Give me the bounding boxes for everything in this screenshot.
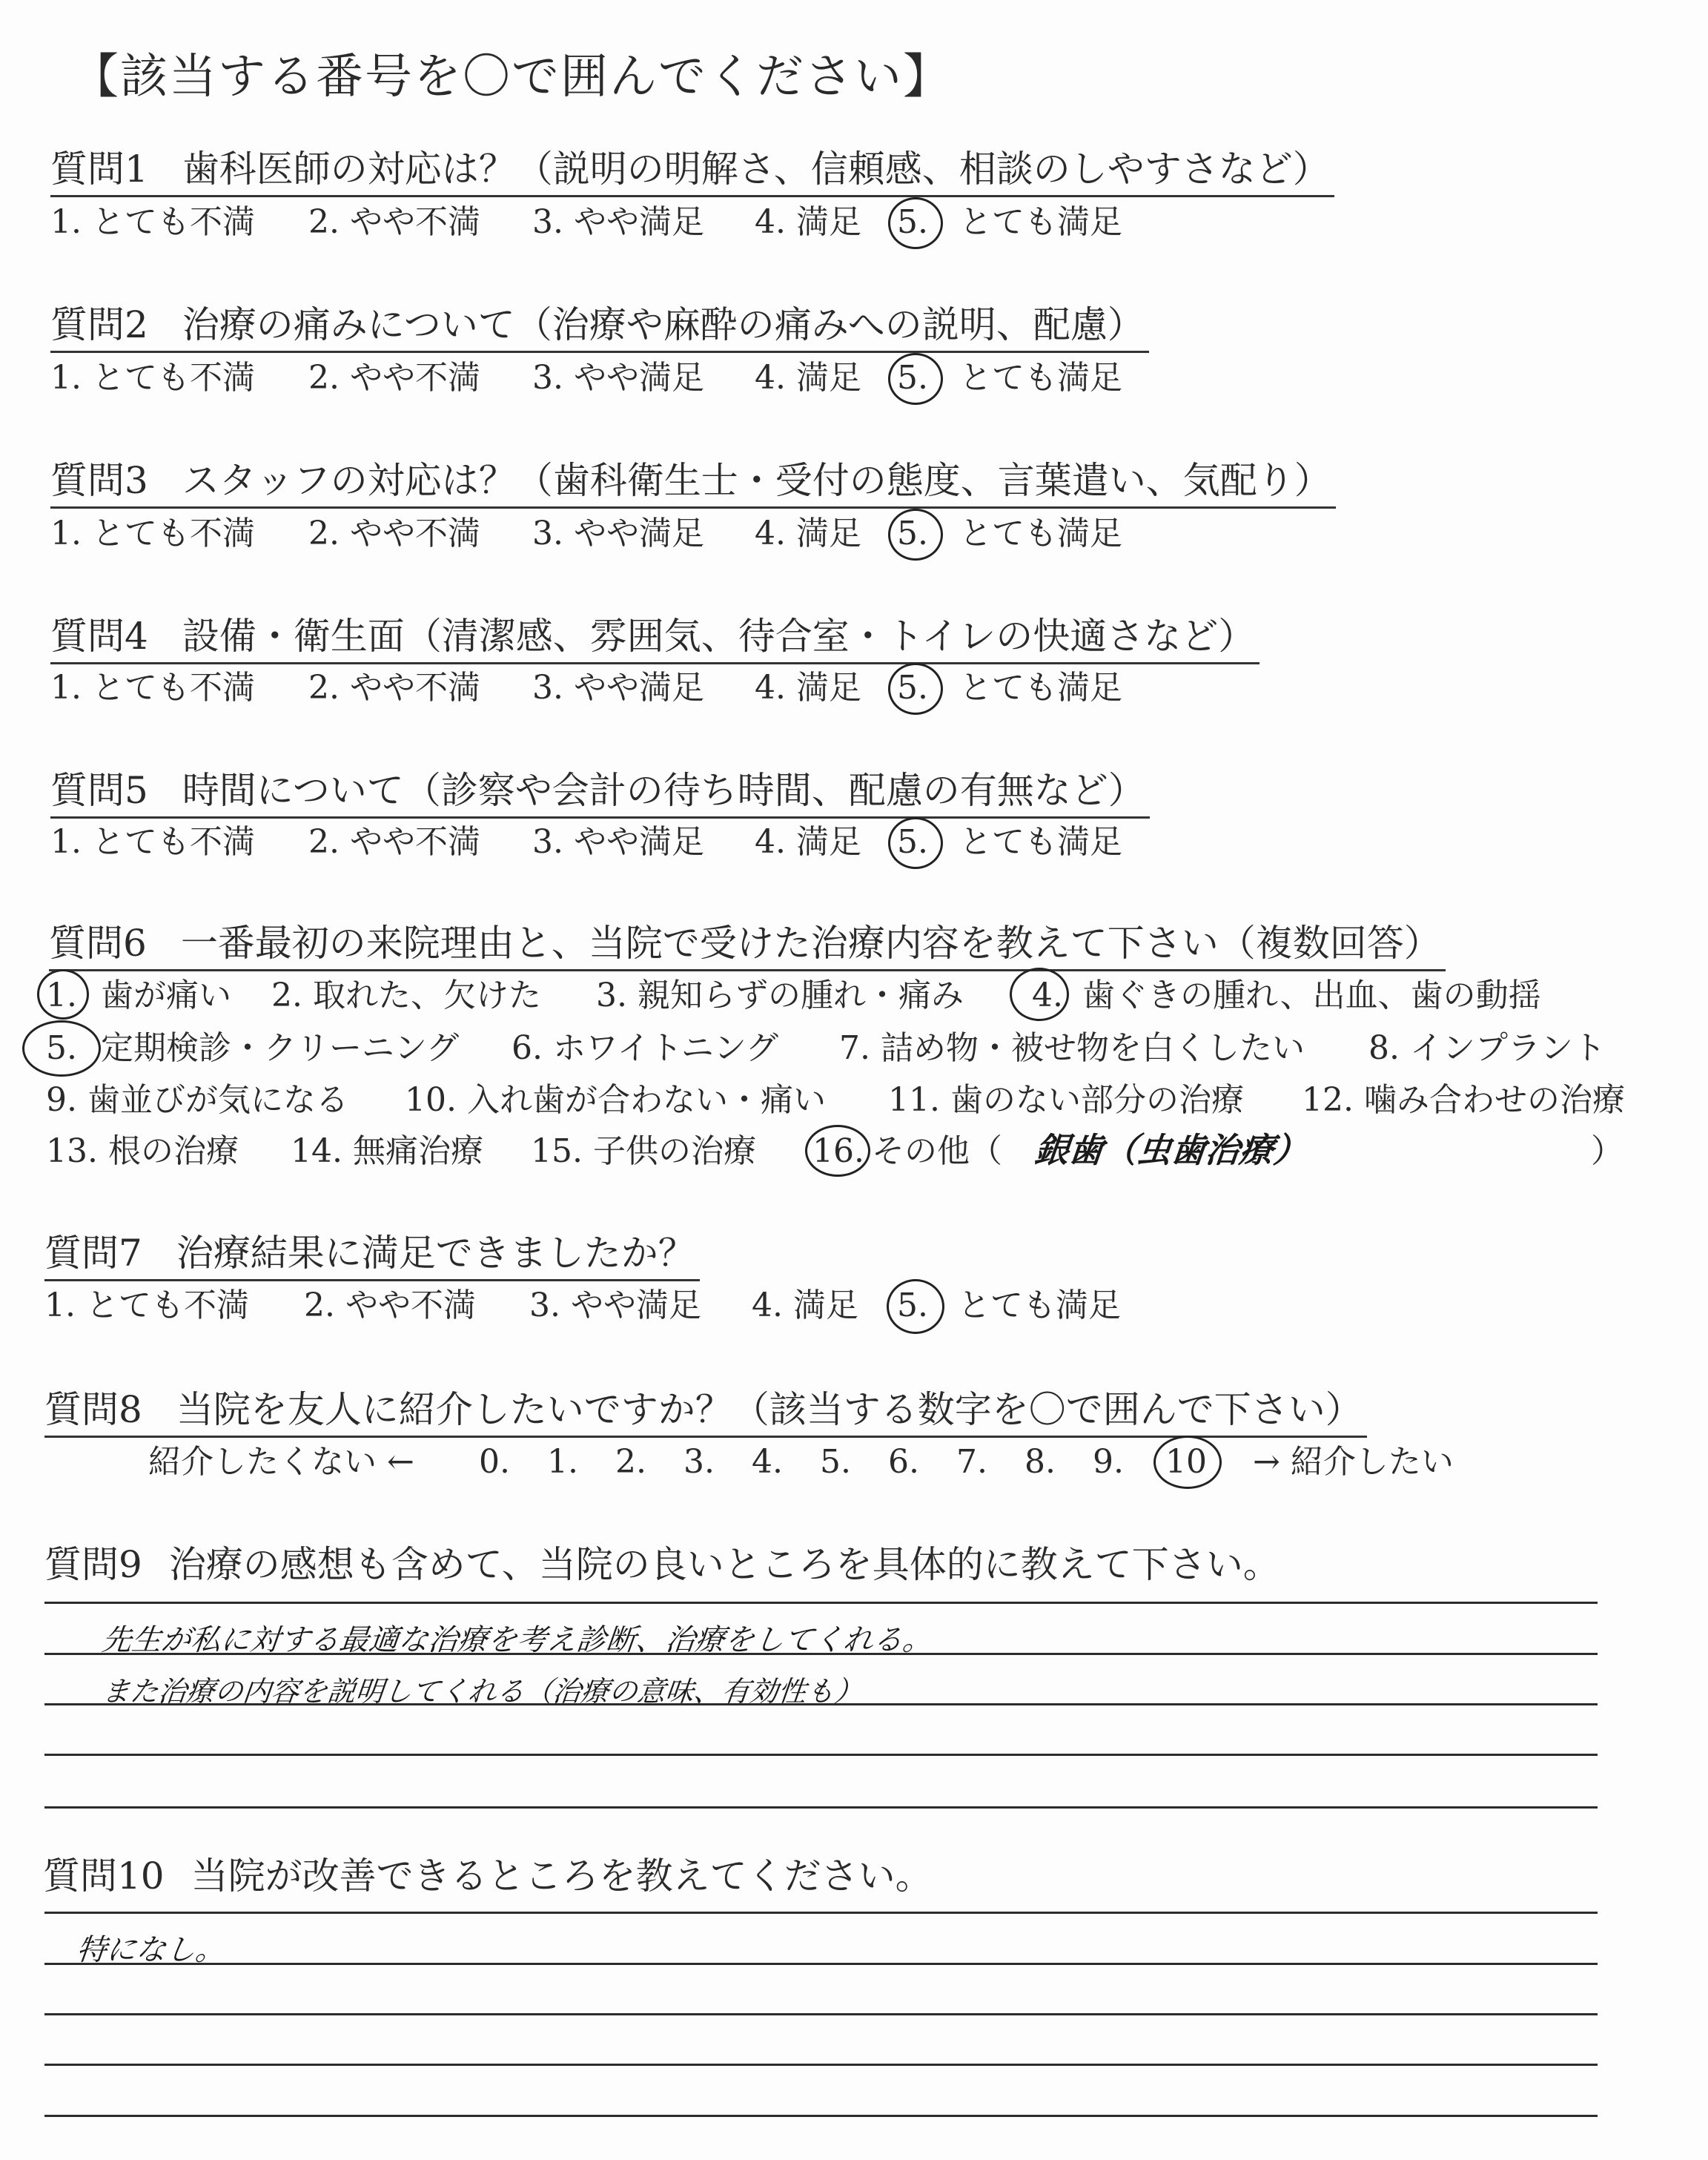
q5-option-5[interactable]: 5.	[897, 823, 928, 861]
question-10-label: 質問10	[43, 1855, 165, 1898]
q4-option-3[interactable]: 3. やや満足	[532, 669, 704, 707]
q1-option-5-label: とても満足	[959, 203, 1122, 241]
q9-answer-line-4	[44, 1754, 1598, 1756]
q6-option-4-label: 歯ぐきの腫れ、出血、歯の動揺	[1082, 977, 1541, 1014]
q3-option-3[interactable]: 3. やや満足	[532, 515, 704, 552]
q2-option-5-label: とても満足	[959, 359, 1122, 397]
question-8-heading	[44, 1384, 1367, 1438]
q8-number-8[interactable]: 8.	[1025, 1443, 1056, 1481]
q4-option-5-label: とても満足	[959, 669, 1122, 707]
question-5-label: 質問5	[50, 769, 148, 812]
q10-answer-line-4	[44, 2064, 1598, 2066]
q10-answer-line-2	[44, 1963, 1598, 1965]
q5-option-1[interactable]: 1. とても不満	[50, 823, 255, 861]
q6-option-3[interactable]: 3. 親知らずの腫れ・痛み	[596, 977, 964, 1014]
q6-option-14[interactable]: 14. 無痛治療	[291, 1132, 483, 1170]
q6-option-5-number[interactable]: 5.	[46, 1029, 77, 1067]
q4-selection-circle	[888, 663, 943, 715]
q4-option-4[interactable]: 4. 満足	[755, 669, 861, 707]
question-4-heading	[50, 610, 1260, 664]
q8-number-10[interactable]: 10	[1165, 1443, 1207, 1481]
q2-option-5[interactable]: 5.	[897, 359, 928, 397]
q2-option-4[interactable]: 4. 満足	[755, 359, 861, 397]
question-7-heading	[44, 1227, 700, 1281]
question-4-options	[50, 666, 1237, 710]
q6-option-13[interactable]: 13. 根の治療	[46, 1132, 239, 1170]
q5-option-4[interactable]: 4. 満足	[755, 823, 861, 861]
q8-low-label: 紹介したくない ←	[148, 1443, 414, 1481]
q7-option-1[interactable]: 1. とても不満	[44, 1287, 249, 1324]
question-6-text: 一番最初の来院理由と、当院で受けた治療内容を教えて下さい（複数回答）	[180, 922, 1441, 965]
q9-answer-line-1	[44, 1602, 1598, 1604]
question-3-heading	[50, 455, 1336, 509]
question-6-heading	[49, 917, 1446, 971]
q6-options-row-4	[42, 1129, 1672, 1174]
question-7-label: 質問7	[44, 1232, 142, 1275]
q3-option-2[interactable]: 2. やや不満	[308, 515, 480, 552]
q8-number-9[interactable]: 9.	[1093, 1443, 1124, 1481]
q7-option-5[interactable]: 5.	[897, 1287, 928, 1324]
q8-number-0[interactable]: 0.	[479, 1443, 510, 1481]
q2-option-2[interactable]: 2. やや不満	[308, 359, 480, 397]
question-9-heading	[44, 1539, 1280, 1591]
q5-option-5-label: とても満足	[959, 823, 1122, 861]
q1-option-1[interactable]: 1. とても不満	[50, 203, 255, 241]
q3-option-4[interactable]: 4. 満足	[755, 515, 861, 552]
q4-option-5[interactable]: 5.	[897, 669, 928, 707]
q8-selection-circle	[1153, 1436, 1222, 1489]
q1-option-3[interactable]: 3. やや満足	[532, 203, 704, 241]
q4-option-1[interactable]: 1. とても不満	[50, 669, 255, 707]
q8-number-3[interactable]: 3.	[683, 1443, 715, 1481]
q6-options-row-3	[42, 1078, 1672, 1123]
q6-other-answer[interactable]: 銀歯（虫歯治療）	[1033, 1130, 1310, 1170]
q6-selection-circle-5	[22, 1020, 101, 1077]
question-4-label: 質問4	[50, 615, 148, 658]
q6-options-row-2	[42, 1026, 1672, 1071]
q6-option-1-label: 歯が痛い	[101, 977, 231, 1014]
page-title: 【該当する番号を〇で囲んでください】	[71, 50, 952, 105]
q7-selection-circle	[887, 1279, 944, 1334]
q9-answer-text-1[interactable]: 先生が私に対する最適な治療を考え診断、治療をしてくれる。	[100, 1623, 935, 1657]
q1-selection-circle	[888, 197, 943, 249]
q8-number-2[interactable]: 2.	[615, 1443, 646, 1481]
question-5-options	[50, 820, 1237, 865]
question-3-label: 質問3	[50, 459, 148, 502]
q6-option-11[interactable]: 11. 歯のない部分の治療	[888, 1081, 1244, 1119]
q3-option-5[interactable]: 5.	[897, 515, 928, 552]
q6-option-4-number[interactable]: 4.	[1032, 977, 1063, 1014]
q6-option-16-label: その他（	[872, 1132, 1002, 1170]
question-9-label: 質問9	[44, 1543, 142, 1586]
q6-option-5-label: 定期検診・クリーニング	[101, 1029, 460, 1067]
q5-option-3[interactable]: 3. やや満足	[532, 823, 704, 861]
q6-selection-circle-1	[37, 969, 89, 1020]
q10-answer-line-1	[44, 1912, 1598, 1914]
question-10-text: 当院が改善できるところを教えてください。	[191, 1855, 933, 1898]
q7-option-3[interactable]: 3. やや満足	[529, 1287, 701, 1324]
q8-high-label: → 紹介したい	[1253, 1443, 1454, 1481]
q1-option-4[interactable]: 4. 満足	[755, 203, 861, 241]
question-3-text: スタッフの対応は？（歯科衛生士・受付の態度、言葉遣い、気配り）	[182, 459, 1331, 502]
q2-option-1[interactable]: 1. とても不満	[50, 359, 255, 397]
q3-option-5-label: とても満足	[959, 515, 1122, 552]
q6-other-close-paren: ）	[1591, 1132, 1623, 1170]
q6-options-row-1	[42, 974, 1672, 1018]
q7-option-5-label: とても満足	[958, 1287, 1121, 1324]
q6-option-7[interactable]: 7. 詰め物・被せ物を白くしたい	[839, 1029, 1305, 1067]
q8-number-7[interactable]: 7.	[956, 1443, 987, 1481]
question-1-label: 質問1	[50, 148, 148, 191]
question-1-heading	[50, 143, 1334, 197]
question-1-text: 歯科医師の対応は？（説明の明解さ、信頼感、相談のしやすさなど）	[182, 148, 1330, 191]
question-2-options	[50, 356, 1237, 400]
question-2-label: 質問2	[50, 303, 148, 346]
q6-selection-circle-16	[805, 1125, 870, 1177]
question-8-label: 質問8	[44, 1388, 142, 1431]
question-8-text: 当院を友人に紹介したいですか？（該当する数字を〇で囲んで下さい）	[176, 1388, 1363, 1431]
q6-option-8[interactable]: 8. インプラント	[1368, 1029, 1606, 1067]
q8-number-4[interactable]: 4.	[752, 1443, 783, 1481]
q6-option-6[interactable]: 6. ホワイトニング	[512, 1029, 779, 1067]
question-7-options	[44, 1284, 1231, 1328]
question-5-heading	[50, 764, 1150, 819]
q10-answer-line-5	[44, 2115, 1598, 2117]
q6-option-16-number[interactable]: 16.	[812, 1132, 864, 1170]
q10-answer-text-1[interactable]: 特になし。	[75, 1933, 228, 1967]
q7-option-2[interactable]: 2. やや不満	[304, 1287, 476, 1324]
question-4-text: 設備・衛生面（清潔感、雰囲気、待合室・トイレの快適さなど）	[182, 615, 1256, 658]
q6-option-1-number[interactable]: 1.	[46, 977, 77, 1014]
question-10-heading	[43, 1850, 933, 1902]
question-2-text: 治療の痛みについて（治療や麻酔の痛みへの説明、配慮）	[182, 303, 1145, 346]
q9-answer-line-5	[44, 1806, 1598, 1809]
question-5-text: 時間について（診察や会計の待ち時間、配慮の有無など）	[182, 769, 1145, 812]
q6-option-2[interactable]: 2. 取れた、欠けた	[271, 977, 541, 1014]
question-8-scale	[0, 1440, 1708, 1484]
q1-option-5[interactable]: 5.	[897, 203, 928, 241]
q5-option-2[interactable]: 2. やや不満	[308, 823, 480, 861]
q6-option-10[interactable]: 10. 入れ歯が合わない・痛い	[405, 1081, 826, 1119]
q6-option-15[interactable]: 15. 子供の治療	[531, 1132, 756, 1170]
q10-answer-line-3	[44, 2013, 1598, 2015]
q6-selection-circle-4	[1010, 968, 1069, 1021]
question-9-text: 治療の感想も含めて、当院の良いところを具体的に教えて下さい。	[168, 1543, 1280, 1586]
question-1-options	[50, 200, 1237, 245]
question-3-options	[50, 512, 1237, 556]
question-7-text: 治療結果に満足できましたか？	[176, 1232, 695, 1275]
q3-selection-circle	[888, 509, 943, 561]
q6-option-9[interactable]: 9. 歯並びが気になる	[46, 1081, 348, 1119]
q4-option-2[interactable]: 2. やや不満	[308, 669, 480, 707]
q8-number-5[interactable]: 5.	[820, 1443, 851, 1481]
q1-option-2[interactable]: 2. やや不満	[308, 203, 480, 241]
q9-answer-text-2[interactable]: また治療の内容を説明してくれる（治療の意味、有効性も）	[100, 1675, 864, 1708]
question-2-heading	[50, 299, 1149, 353]
q2-selection-circle	[888, 353, 943, 405]
q5-selection-circle	[888, 817, 943, 869]
question-6-label: 質問6	[49, 922, 147, 965]
q3-option-1[interactable]: 1. とても不満	[50, 515, 255, 552]
q7-option-4[interactable]: 4. 満足	[752, 1287, 858, 1324]
q8-number-1[interactable]: 1.	[547, 1443, 578, 1481]
q2-option-3[interactable]: 3. やや満足	[532, 359, 704, 397]
q8-number-6[interactable]: 6.	[888, 1443, 919, 1481]
q6-option-12[interactable]: 12. 噛み合わせの治療	[1302, 1081, 1625, 1119]
